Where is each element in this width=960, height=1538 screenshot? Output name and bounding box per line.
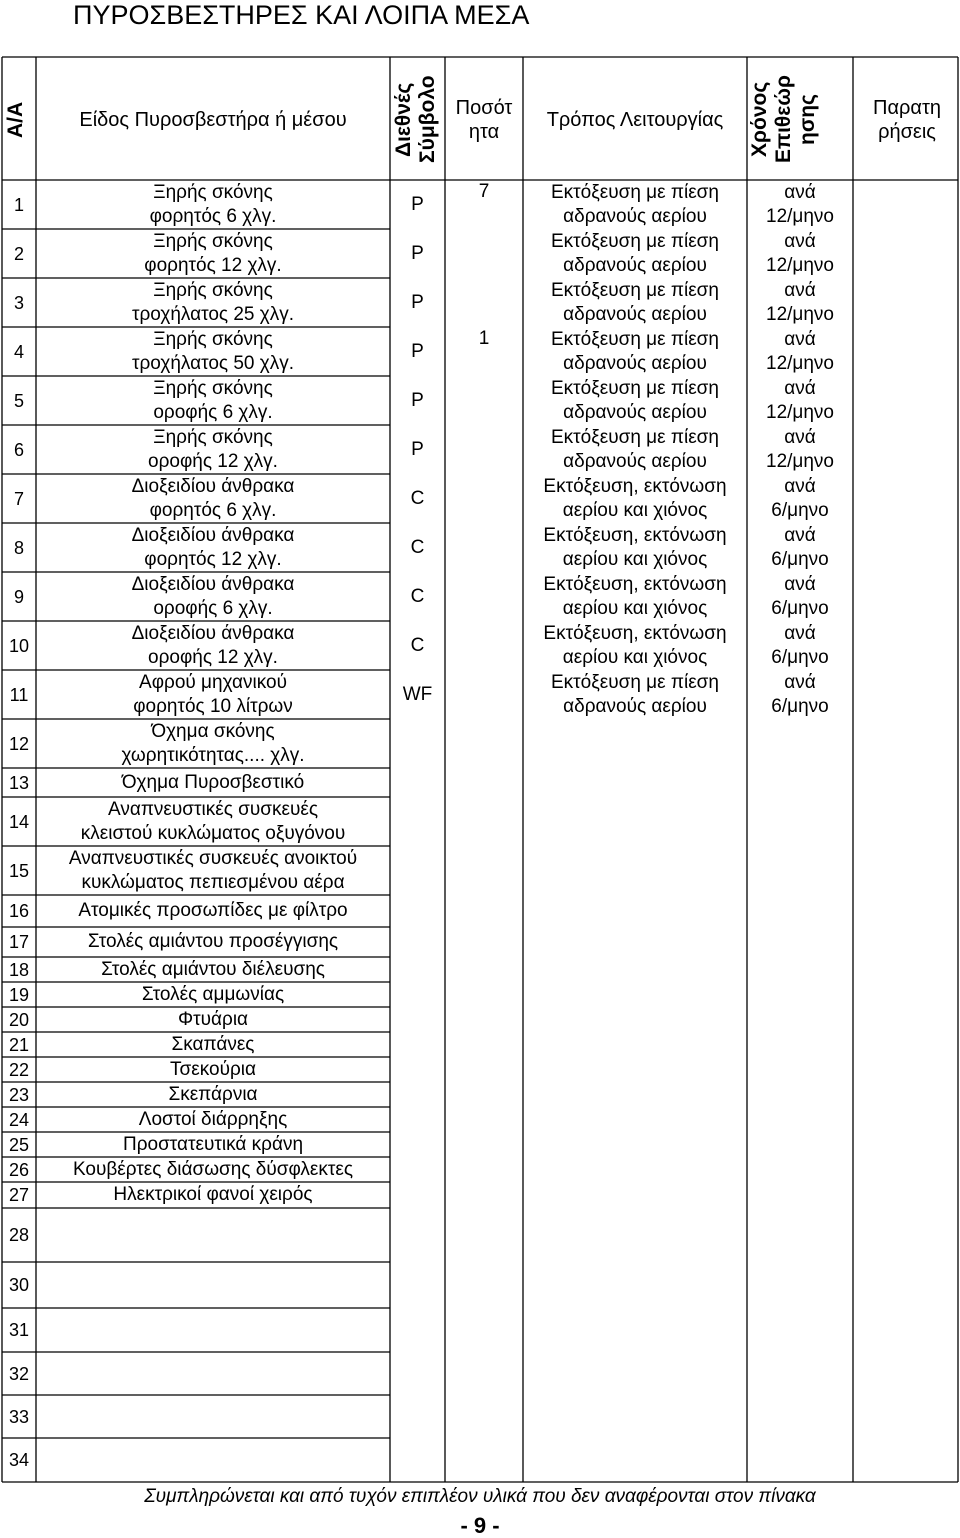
inspection-interval [747,573,853,621]
row-number-line: 16 [8,901,30,921]
row-number-line: 23 [8,1084,30,1105]
row-number-line: 24 [8,1109,30,1130]
item-type-line: Προστατευτικά κράνη [122,1133,304,1155]
item-type [36,573,390,621]
row-number-line: 20 [8,1009,30,1030]
item-type [36,426,390,474]
inspection-interval [747,328,853,376]
item-type [36,847,390,895]
header-qty: Ποσότ ητα [455,97,513,143]
inspection-interval-line: ανά [784,671,816,693]
operation-mode-line: αδρανούς αερίου [563,450,707,472]
row-number-line: 10 [8,635,30,656]
operation-mode [523,671,747,719]
item-type-line: φορητός 10 λίτρων [133,695,293,717]
inspection-interval-line: ανά [784,524,816,546]
row-number [2,859,36,883]
inspection-interval [747,377,853,425]
item-type [36,524,390,572]
item-type-line: Αναπνευστικές συσκευές ανοικτού [68,847,358,869]
inspection-interval [747,181,853,229]
inspection-interval [747,279,853,327]
row-number-line: 13 [8,772,30,793]
item-type-line: Ηλεκτρικοί φανοί χειρός [113,1184,313,1205]
item-type-line: Ξηρής σκόνης [153,377,273,399]
header-mode: Τρόπος Λειτουργίας [546,109,724,131]
row-number [2,1183,36,1207]
item-type [36,1108,390,1132]
row-number-line: 19 [8,984,30,1005]
item-type-line: Όχημα σκόνης [151,720,275,742]
operation-mode [523,279,747,327]
row-number [2,810,36,834]
row-number-line: 27 [8,1185,30,1205]
row-number-line: 32 [8,1363,30,1384]
item-symbol [390,683,445,707]
operation-mode [523,573,747,621]
item-symbol [390,340,445,364]
item-symbol-line: WF [402,683,433,705]
item-type-line: φορητός 6 χλγ. [149,499,277,521]
item-type-line: Ξηρής σκόνης [153,279,273,301]
item-type [36,798,390,846]
item-type-line: οροφής 6 χλγ. [153,401,273,423]
item-type [36,1158,390,1182]
item-type [36,671,390,719]
row-number-line: 4 [13,341,24,362]
item-quantity [445,327,523,351]
row-number-line: 15 [8,860,30,881]
row-number [2,930,36,954]
item-type-line: Ξηρής σκόνης [153,181,273,203]
item-type-line: Όχημα Πυροσβεστικό [121,771,305,793]
row-number-line: 30 [8,1275,30,1295]
page-title: ΠΥΡΟΣΒΕΣΤΗΡΕΣ ΚΑΙ ΛΟΙΠΑ ΜΕΣΑ [73,0,530,30]
item-quantity-line: 7 [478,181,490,202]
row-number-line: 31 [8,1320,30,1340]
operation-mode-line: Εκτόξευση, εκτόνωση [543,524,727,546]
row-number-line: 11 [9,684,29,705]
operation-mode [523,377,747,425]
item-type-line: τροχήλατος 50 χλγ. [131,352,294,374]
item-symbol-line: C [410,487,425,509]
item-symbol-line: P [411,389,424,411]
row-number [2,487,36,511]
inspection-interval-line: ανά [784,181,816,203]
inspection-interval-line: 6/μηνο [771,597,829,619]
row-number [2,983,36,1007]
row-number [2,1058,36,1082]
item-type-line: Διοξειδίου άνθρακα [131,573,295,595]
inspection-interval [747,524,853,572]
operation-mode [523,328,747,376]
page-number: - 9 - [460,1513,500,1538]
row-number [2,340,36,364]
item-symbol-line: P [411,340,424,362]
item-symbol [390,487,445,511]
inspection-interval-line: 6/μηνο [771,499,829,521]
item-type-line: Διοξειδίου άνθρακα [131,475,295,497]
inspection-interval [747,230,853,278]
item-type-line: Διοξειδίου άνθρακα [131,622,295,644]
inspection-interval-line: 6/μηνο [771,548,829,570]
inspection-interval-line: 12/μηνο [766,352,834,374]
item-type [36,1033,390,1057]
row-number [2,536,36,560]
item-symbol-line: P [411,193,424,215]
operation-mode-line: Εκτόξευση, εκτόνωση [543,573,727,595]
operation-mode [523,524,747,572]
item-type [36,328,390,376]
item-type [36,230,390,278]
operation-mode-line: αερίου και χιόνος [562,646,708,668]
operation-mode-line: Εκτόξευση με πίεση [551,328,719,350]
item-type [36,1183,390,1207]
item-type-line: Ξηρής σκόνης [153,328,273,350]
header-symbol: Διεθνές Σύμβολο [392,75,439,164]
operation-mode [523,426,747,474]
row-number [2,1405,36,1429]
header-aa: Α/Α [4,101,27,138]
operation-mode-line: αδρανούς αερίου [563,352,707,374]
operation-mode-line: αερίου και χιόνος [562,597,708,619]
operation-mode-line: Εκτόξευση με πίεση [551,279,719,301]
item-type [36,771,390,795]
item-quantity-line: 1 [478,328,490,349]
item-symbol-line: P [411,291,424,313]
item-symbol [390,536,445,560]
item-type-line: Ατομικές προσωπίδες με φίλτρο [78,900,348,921]
row-number-line: 12 [8,733,30,754]
item-type [36,1008,390,1032]
item-type-line: Στολές αμιάντου προσέγγισης [87,931,339,952]
inspection-interval-line: 12/μηνο [766,450,834,472]
row-number [2,438,36,462]
row-number [2,732,36,756]
inspection-interval [747,671,853,719]
row-number [2,389,36,413]
item-type-line: Τσεκούρια [170,1058,256,1080]
operation-mode-line: αερίου και χιόνος [562,499,708,521]
item-type-line: Σκαπάνες [171,1033,255,1055]
row-number [2,1108,36,1132]
item-symbol [390,242,445,266]
operation-mode-line: Εκτόξευση, εκτόνωση [543,622,727,644]
row-number-line: 3 [13,292,24,313]
operation-mode-line: αδρανούς αερίου [563,401,707,423]
inspection-interval-line: ανά [784,475,816,497]
row-number [2,634,36,658]
item-symbol-line: P [411,438,424,460]
item-type-line: Διοξειδίου άνθρακα [131,524,295,546]
operation-mode [523,230,747,278]
inspection-interval-line: 12/μηνο [766,303,834,325]
item-type [36,279,390,327]
row-number-line: 18 [8,959,30,980]
operation-mode-line: Εκτόξευση με πίεση [551,426,719,448]
item-type-line: Ξηρής σκόνης [153,426,273,448]
row-number [2,1158,36,1182]
item-symbol-line: P [411,242,424,264]
item-symbol [390,389,445,413]
item-type [36,899,390,923]
row-number-line: 6 [13,439,24,460]
inspection-interval-line: ανά [784,377,816,399]
operation-mode [523,475,747,523]
row-number [2,1033,36,1057]
row-number [2,193,36,217]
inspection-interval-line: ανά [784,573,816,595]
item-type-line: οροφής 6 χλγ. [153,597,273,619]
item-type-line: Αφρού μηχανικού [139,671,287,693]
item-symbol [390,634,445,658]
row-number-line: 2 [13,243,24,264]
operation-mode-line: αδρανούς αερίου [563,254,707,276]
item-type-line: οροφής 12 χλγ. [148,646,278,668]
operation-mode-line: Εκτόξευση, εκτόνωση [543,475,727,497]
row-number [2,899,36,923]
footer-note: Συμπληρώνεται και από τυχόν επιπλέον υλικά που δεν αναφέρονται στον πίνακα [144,1486,816,1507]
item-quantity [445,180,523,204]
inspection-interval [747,426,853,474]
item-type [36,983,390,1007]
row-number-line: 17 [8,932,30,952]
item-type [36,1083,390,1107]
inspection-interval-line: ανά [784,328,816,350]
row-number-line: 9 [13,586,24,607]
item-type [36,720,390,768]
row-number [2,1133,36,1157]
item-type-line: Λοστοί διάρρηξης [138,1108,288,1130]
item-type [36,930,390,954]
item-type-line: Αναπνευστικές συσκευές [108,798,318,820]
header-notes: Παρατη ρήσεις [873,97,941,143]
item-type-line: Στολές αμιάντου διέλευσης [101,958,325,980]
item-type [36,958,390,982]
item-type [36,1058,390,1082]
row-number-line: 14 [8,811,30,832]
operation-mode-line: Εκτόξευση με πίεση [551,230,719,252]
inspection-interval-line: ανά [784,426,816,448]
item-type-line: οροφής 12 χλγ. [148,450,278,472]
inspection-interval-line: 12/μηνο [766,401,834,423]
item-type-line: Ξηρής σκόνης [153,230,273,252]
inspection-interval-line: 6/μηνο [771,695,829,717]
item-type-line: Σκεπάρνια [168,1083,258,1105]
item-type-line: φορητός 6 χλγ. [149,205,277,227]
item-type-line: φορητός 12 χλγ. [144,254,282,276]
row-number-line: 22 [8,1059,30,1080]
item-type-line: χωρητικότητας.... χλγ. [121,744,305,766]
row-number [2,585,36,609]
item-type-line: Στολές αμμωνίας [141,983,285,1005]
operation-mode [523,181,747,229]
item-symbol-line: C [410,585,425,607]
item-symbol-line: C [410,536,425,558]
item-type-line: φορητός 12 χλγ. [144,548,282,570]
row-number-line: 28 [8,1225,30,1245]
item-symbol [390,193,445,217]
inspection-interval-line: ανά [784,622,816,644]
item-type-line: Κουβέρτες διάσωσης δύσφλεκτες [72,1158,354,1180]
row-number-line: 34 [8,1450,30,1470]
row-number [2,1083,36,1107]
row-number-line: 33 [8,1406,30,1427]
row-number [2,1362,36,1386]
item-type [36,622,390,670]
operation-mode-line: αδρανούς αερίου [563,205,707,227]
item-symbol [390,291,445,315]
row-number [2,1008,36,1032]
row-number [2,683,36,707]
inspection-interval-line: 12/μηνο [766,205,834,227]
inspection-interval-line: 12/μηνο [766,254,834,276]
row-number-line: 5 [13,390,24,411]
row-number [2,291,36,315]
operation-mode-line: αδρανούς αερίου [563,695,707,717]
inspection-interval-line: ανά [784,279,816,301]
item-type [36,181,390,229]
operation-mode-line: αδρανούς αερίου [563,303,707,325]
inspection-interval [747,475,853,523]
row-number [2,1223,36,1247]
operation-mode-line: Εκτόξευση με πίεση [551,181,719,203]
row-number-line: 26 [8,1159,30,1180]
operation-mode-line: Εκτόξευση με πίεση [551,377,719,399]
item-type [36,475,390,523]
item-type-line: κλειστού κυκλώματος οξυγόνου [80,822,346,844]
row-number [2,958,36,982]
operation-mode [523,622,747,670]
item-symbol [390,585,445,609]
header-time: Χρόνος Επιθεώρ ησης [748,75,819,164]
row-number [2,1318,36,1342]
row-number-line: 7 [13,488,24,509]
row-number [2,1273,36,1297]
row-number [2,1448,36,1472]
row-number-line: 25 [8,1134,30,1155]
operation-mode-line: Εκτόξευση με πίεση [551,671,719,693]
inspection-interval [747,622,853,670]
inspection-interval-line: ανά [784,230,816,252]
operation-mode-line: αερίου και χιόνος [562,548,708,570]
item-type-line: τροχήλατος 25 χλγ. [131,303,294,325]
row-number-line: 8 [13,537,24,558]
item-type-line: κυκλώματος πεπιεσμένου αέρα [81,871,345,893]
inspection-interval-line: 6/μηνο [771,646,829,668]
item-symbol [390,438,445,462]
row-number-line: 1 [13,194,24,215]
item-symbol-line: C [410,634,425,656]
row-number [2,771,36,795]
row-number-line: 21 [8,1034,30,1055]
item-type [36,1133,390,1157]
item-type [36,377,390,425]
row-number [2,242,36,266]
item-type-line: Φτυάρια [177,1008,249,1030]
header-type: Είδος Πυροσβεστήρα ή μέσου [79,109,347,131]
